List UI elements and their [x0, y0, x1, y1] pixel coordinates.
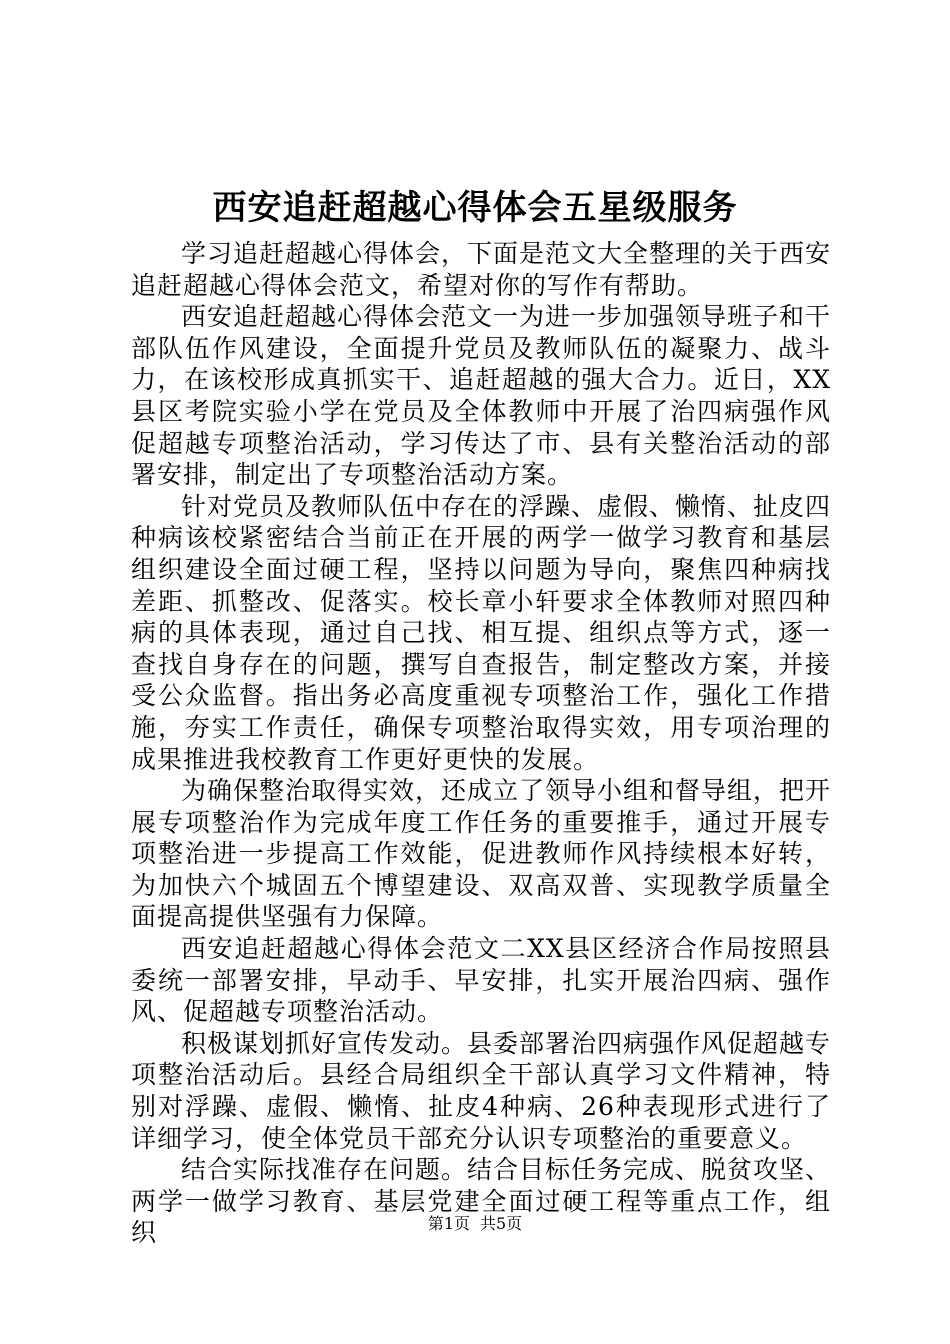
page-footer: [0, 1213, 950, 1235]
document-body: [131, 238, 831, 1249]
paragraph: 西安追赶超越心得体会范文二XX县区经济合作局按照县委统一部署安排，早动手、早安排，扎实开展治四病、强作风、促超越专项整治活动。: [131, 934, 831, 1027]
paragraph: 西安追赶超越心得体会范文一为进一步加强领导班子和干部队伍作风建设，全面提升党员及教师队伍的凝聚力、战斗力，在该校形成真抓实干、追赶超越的强大合力。近日，XX县区考院实验小学在党员及全体教师中开展了治四病强作风促超越专项整治活动，学习传达了市、县有关整治活动的部署安排，制定出了专项整治活动方案。: [131, 302, 832, 490]
page-total: 共5页: [480, 1214, 523, 1233]
paragraph: 为确保整治取得实效，还成立了领导小组和督导组，把开展专项整治作为完成年度工作任务的重要推手，通过开展专项整治进一步提高工作效能，促进教师作风持续根本好转，为加快六个城固五个博望建设、双高双普、实现教学质量全面提高提供坚强有力保障。: [131, 776, 832, 932]
page-number: 第1页: [427, 1214, 470, 1233]
paragraph: 学习追赶超越心得体会，下面是范文大全整理的关于西安追赶超越心得体会范文，希望对你的写作有帮助。: [131, 239, 832, 300]
document-title: 西安追赶超越心得体会五星级服务: [212, 188, 738, 228]
paragraph: 结合实际找准存在问题。结合目标任务完成、脱贫攻坚、两学一做学习教育、基层党建全面过硬工程等重点工作，组织: [131, 1155, 832, 1248]
paragraph: 针对党员及教师队伍中存在的浮躁、虚假、懒惰、扯皮四种病该校紧密结合当前正在开展的两学一做学习教育和基层组织建设全面过硬工程，坚持以问题为导向，聚焦四种病找差距、抓整改、促落实。校长章小轩要求全体教师对照四种病的具体表现，通过自己找、相互提、组织点等方式，逐一查找自身存在的问题，撰写自查报告，制定整改方案，并接受公众监督。指出务必高度重视专项整治工作，强化工作措施，夯实工作责任，确保专项整治取得实效，用专项治理的成果推进我校教育工作更好更快的发展。: [131, 491, 832, 774]
paragraph: 积极谋划抓好宣传发动。县委部署治四病强作风促超越专项整治活动后。县经合局组织全干部认真学习文件精神，特别对浮躁、虚假、懒惰、扯皮4种病、26种表现形式进行了详细学习，使全体党员干部充分认识专项整治的重要意义。: [131, 1028, 832, 1153]
